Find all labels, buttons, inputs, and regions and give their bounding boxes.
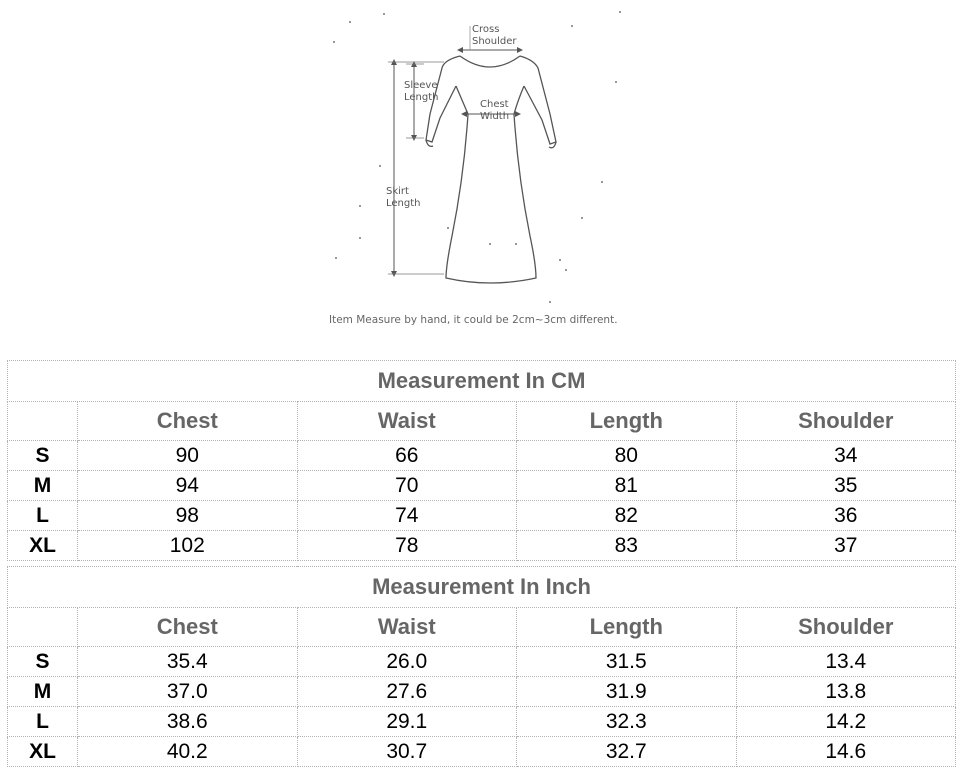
header-cell-shoulder: Shoulder (736, 608, 956, 647)
value-cell: 81 (517, 471, 737, 501)
size-cell: L (8, 501, 78, 531)
value-cell: 83 (517, 531, 737, 561)
value-cell: 94 (78, 471, 298, 501)
header-cell-shoulder: Shoulder (736, 402, 956, 441)
value-cell: 27.6 (297, 677, 517, 707)
value-cell: 66 (297, 441, 517, 471)
value-cell: 14.6 (736, 737, 956, 767)
value-cell: 82 (517, 501, 737, 531)
table-row (8, 677, 956, 707)
value-cell: 29.1 (297, 707, 517, 737)
value-cell: 31.9 (517, 677, 737, 707)
value-cell: 30.7 (297, 737, 517, 767)
table-row (8, 471, 956, 501)
chest-width-label: Chest Width (480, 99, 510, 122)
table-row (8, 647, 956, 677)
size-cell: XL (8, 737, 78, 767)
table-title: Measurement In Inch (8, 567, 956, 608)
size-cell: S (8, 647, 78, 677)
value-cell: 98 (78, 501, 298, 531)
measurement-table-inch (7, 566, 956, 767)
value-cell: 90 (78, 441, 298, 471)
table-row (8, 501, 956, 531)
header-cell-empty (8, 402, 78, 441)
value-cell: 31.5 (517, 647, 737, 677)
value-cell: 74 (297, 501, 517, 531)
value-cell: 37 (736, 531, 956, 561)
header-cell-chest: Chest (78, 402, 298, 441)
value-cell: 40.2 (78, 737, 298, 767)
header-cell-length: Length (517, 608, 737, 647)
value-cell: 14.2 (736, 707, 956, 737)
table-row (8, 441, 956, 471)
value-cell: 35.4 (78, 647, 298, 677)
value-cell: 78 (297, 531, 517, 561)
value-cell: 13.4 (736, 647, 956, 677)
header-cell-chest: Chest (78, 608, 298, 647)
value-cell: 26.0 (297, 647, 517, 677)
header-cell-waist: Waist (297, 608, 517, 647)
header-cell-length: Length (517, 402, 737, 441)
value-cell: 13.8 (736, 677, 956, 707)
value-cell: 70 (297, 471, 517, 501)
table-header-row (8, 402, 956, 441)
value-cell: 34 (736, 441, 956, 471)
header-cell-empty (8, 608, 78, 647)
table-row (8, 737, 956, 767)
measurement-note: Item Measure by hand, it could be 2cm~3cm different. (329, 314, 618, 326)
cross-shoulder-label: Cross Shoulder (472, 24, 517, 47)
value-cell: 80 (517, 441, 737, 471)
sleeve-length-label: Sleeve Length (404, 80, 439, 103)
skirt-length-label: Skirt Length (386, 186, 421, 209)
value-cell: 37.0 (78, 677, 298, 707)
measurement-table-cm (7, 360, 956, 561)
value-cell: 38.6 (78, 707, 298, 737)
size-cell: S (8, 441, 78, 471)
value-cell: 32.3 (517, 707, 737, 737)
value-cell: 102 (78, 531, 298, 561)
table-row (8, 531, 956, 561)
size-cell: M (8, 471, 78, 501)
size-cell: L (8, 707, 78, 737)
table-row (8, 707, 956, 737)
dress-outline-illustration (320, 6, 650, 346)
dress-size-diagram (320, 6, 650, 346)
size-cell: XL (8, 531, 78, 561)
size-cell: M (8, 677, 78, 707)
header-cell-waist: Waist (297, 402, 517, 441)
value-cell: 35 (736, 471, 956, 501)
value-cell: 36 (736, 501, 956, 531)
table-title: Measurement In CM (8, 361, 956, 402)
table-header-row (8, 608, 956, 647)
value-cell: 32.7 (517, 737, 737, 767)
